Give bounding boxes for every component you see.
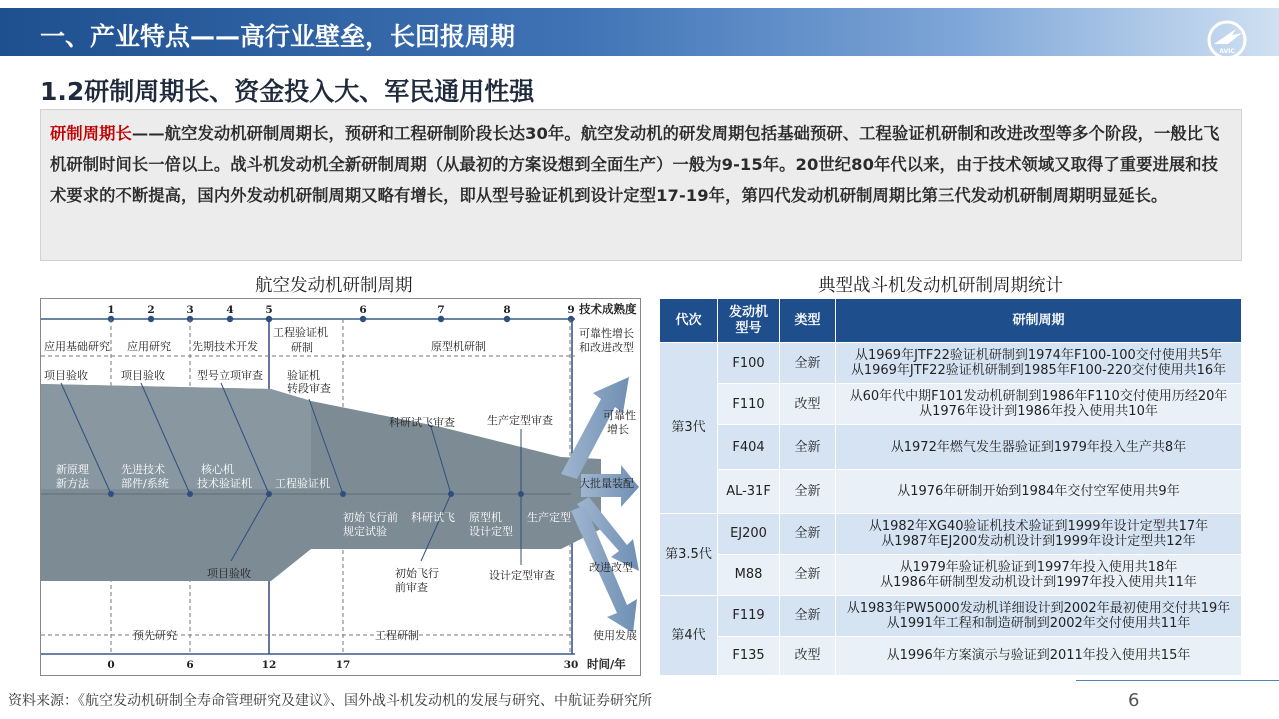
review-label: 设计定型审查 [489,569,555,582]
trl-level-label: 8 [503,304,511,316]
flow-label: 初始飞行前 [343,511,398,524]
trl-level-label: 4 [226,304,234,316]
cycle-line: 从1979年验证机验证到1997年投入使用共18年 [899,559,1178,575]
trl-level-label: 6 [359,304,367,316]
trl-level-label: 1 [107,304,115,316]
trl-dot [360,316,366,322]
cycle-line: 从1996年方案演示与验证到2011年投入使用共15年 [886,648,1191,664]
cycle-cell [836,343,1242,384]
cycle-cell [836,636,1242,675]
model-cell: AL-31F [718,470,780,513]
time-label: 时间/年 [587,657,626,671]
cycle-cell [836,595,1242,636]
review-label: 初始飞行 [395,567,439,580]
table-row [660,554,1242,595]
phase-label: 应用研究 [127,340,171,353]
table-row [660,595,1242,636]
flow-label: 新方法 [56,477,89,490]
model-cell: M88 [718,554,780,595]
time-tick-label: 0 [107,659,115,671]
trl-label: 技术成熟度 [579,302,637,316]
time-tick-label: 12 [261,659,277,671]
flow-label: 工程验证机 [275,477,330,490]
cycle-line: 从1987年EJ200发动机设计到1999年设计定型共12年 [881,533,1196,549]
header-title: 一、产业特点——高行业壁垒，长回报周期 [40,22,516,51]
cycle-line: 从1991年工程和制造研制到2002年交付使用共11年 [886,615,1191,631]
cycle-cell [836,470,1242,513]
cycle-line: 从1976年研制开始到1984年交付空军使用共9年 [897,484,1180,500]
trl-dot [148,316,154,322]
time-axis [107,659,578,671]
model-cell: EJ200 [718,513,780,554]
review-label: 生产定型审查 [487,414,553,427]
flow-label: 新原理 [56,463,89,476]
phase-label: 先期技术开发 [192,340,258,353]
engine-cycle-diagram [40,298,641,676]
footer-source: 资料来源：《航空发动机研制全寿命管理研究及建议》、国外战斗机发动机的发展与研究、中航证券研究所 [8,693,652,709]
table-row [660,636,1242,675]
table-row [660,470,1242,513]
table-row [660,513,1242,554]
cycle-line: 从1986年研制型发动机设计到1997年投入使用共11年 [880,574,1197,590]
review-label: 项目验收 [44,369,88,382]
table-row [660,425,1242,470]
cycle-cell [836,425,1242,470]
type-cell: 改型 [780,384,836,425]
review-label: 前审查 [395,581,428,594]
trl-level-label: 2 [147,304,155,316]
review-label: 转段审查 [287,382,331,395]
flow-label: 部件/系统 [121,477,169,490]
table-header: 类型 [780,299,836,343]
phase-label: 研制 [291,341,313,354]
flow-label: 技术验证机 [197,477,252,490]
trl-dot [438,316,444,322]
type-cell: 全新 [780,595,836,636]
trl-dot [227,316,233,322]
review-label: 验证机 [287,369,320,382]
trl-level-label: 9 [567,304,575,316]
review-label: 科研试飞审查 [389,416,455,429]
flow-label: 设计定型 [469,525,513,538]
type-cell: 全新 [780,513,836,554]
cycle-cell [836,554,1242,595]
cycle-cell [836,513,1242,554]
bottom-phase: 工程研制 [375,629,419,642]
type-cell: 全新 [780,343,836,384]
time-tick-label: 6 [186,659,194,671]
trl-level-label: 5 [265,304,273,316]
trl-dot [504,316,510,322]
trl-dot [568,316,574,322]
model-cell: F404 [718,425,780,470]
trl-level-label: 3 [186,304,194,316]
model-cell: F100 [718,343,780,384]
type-cell: 全新 [780,554,836,595]
arrow-label: 使用发展 [593,629,637,642]
flow-label: 科研试飞 [411,511,455,524]
cycle-line: 从1969年JTF22验证机研制到1985年F100-220交付使用共16年 [850,363,1227,379]
cycle-cell [836,384,1242,425]
table-header: 代次 [660,299,718,343]
right-table-title: 典型战斗机发动机研制周期统计 [818,276,1063,296]
table-header: 发动机 型号 [718,299,780,343]
arrow-label: 大批量装配 [579,477,634,490]
phase-label: 工程验证机 [273,326,328,339]
engine-cycle-table [659,298,1242,676]
cycle-line: 从1982年XG40验证机技术验证到1999年设计定型共17年 [868,518,1209,534]
table-header: 研制周期 [836,299,1242,343]
type-cell: 全新 [780,470,836,513]
intro-body: ——航空发动机研制周期长，预研和工程研制阶段长达30年。航空发动机的研发周期包括基础预研、工程验证机研制和改进改型等多个阶段，一般比飞机研制时间长一倍以上。战斗机发动机全新研制周期（从最初的方案设想到全面生产）一般为9-15年。20世纪80年代以来，由于技术领域又取得了重要进展和技术要求的不断提高，国内外发动机研制周期又略有增长，即从型号验证机到设计定型17-19年，第四代发动机研制周期比第三代发动机研制周期明显延长。 [50,124,1220,205]
arrow-label: 可靠性 [603,409,636,422]
review-label: 项目验收 [121,369,165,382]
flow-label: 核心机 [201,463,234,476]
bottom-phase: 预先研究 [133,629,177,642]
phase-label: 原型机研制 [431,340,486,353]
cycle-line: 从1976年设计到1986年投入使用共10年 [919,404,1158,420]
phase-label: 和改进改型 [579,341,634,354]
left-chart-title: 航空发动机研制周期 [255,276,413,296]
intro-highlight: 研制周期长 [50,124,132,143]
generation-cell: 第3代 [660,343,718,514]
cycle-line: 从1983年PW5000发动机详细设计到2002年最初使用交付共19年 [846,600,1231,616]
page-number: 6 [1128,690,1140,711]
logo-text: AVIC [1219,48,1235,55]
model-cell: F110 [718,384,780,425]
type-cell: 全新 [780,425,836,470]
table-row [660,384,1242,425]
cycle-line: 从1972年燃气发生器验证到1979年投入生产共8年 [890,439,1187,455]
intro-box [40,109,1242,261]
table-row [660,343,1242,384]
review-label: 型号立项审查 [197,369,263,382]
header-bar [0,8,1279,56]
generation-cell: 第3.5代 [660,513,718,595]
avic-logo-icon [1206,20,1248,60]
phase-label: 可靠性增长 [579,327,634,340]
type-cell: 改型 [780,636,836,675]
section-subtitle: 1.2研制周期长、资金投入大、军民通用性强 [40,77,535,106]
cycle-line: 从60年代中期F101发动机研制到1986年F110交付使用历经20年 [849,389,1228,405]
flow-label: 原型机 [469,511,502,524]
trl-level-label: 7 [437,304,445,316]
arrow-label: 改进改型 [589,561,633,574]
time-tick-label: 17 [335,659,351,671]
generation-cell: 第4代 [660,595,718,675]
flow-label: 规定试验 [343,525,387,538]
footer-divider [1076,680,1279,681]
model-cell: F119 [718,595,780,636]
arrow-label: 增长 [607,423,629,436]
time-tick-label: 30 [563,659,579,671]
phase-label: 应用基础研究 [44,340,110,353]
review-label: 项目验收 [207,567,251,580]
flow-label: 先进技术 [121,463,165,476]
model-cell: F135 [718,636,780,675]
cycle-line: 从1969年JTF22验证机研制到1974年F100-100交付使用共5年 [854,348,1223,364]
flow-label: 生产定型 [527,511,571,524]
